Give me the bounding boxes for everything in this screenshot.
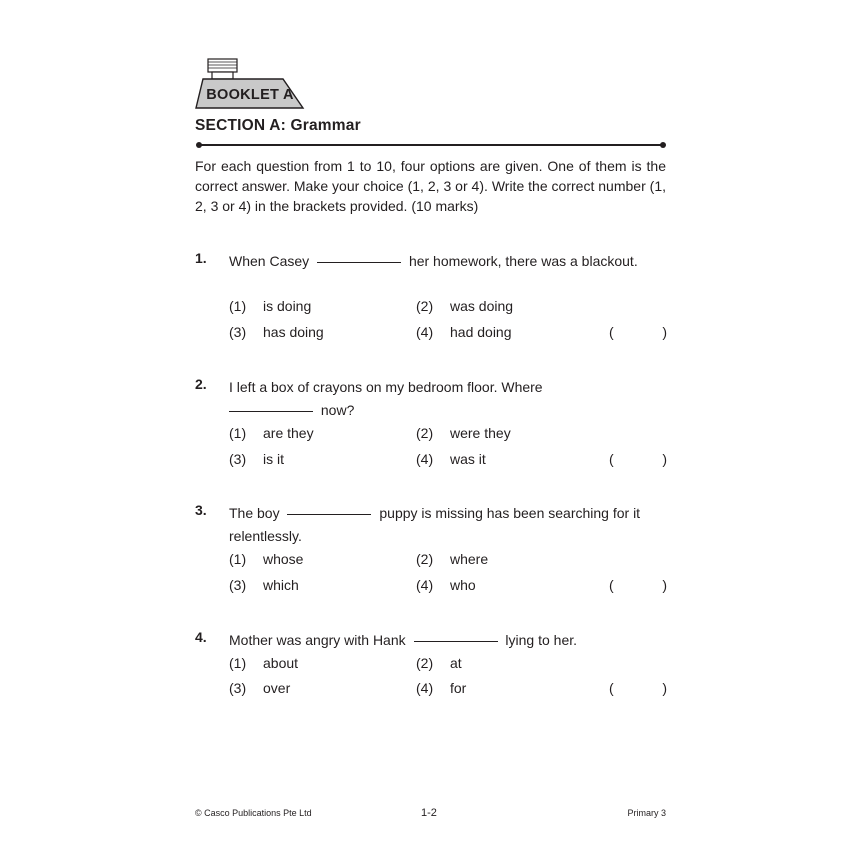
option-4: (4) had doing [416,324,512,340]
question-number: 1. [195,250,207,266]
question-number: 3. [195,502,207,518]
instructions-text: For each question from 1 to 10, four options are given. One of them is the correct answer. Make your choice (1, 2, 3 or 4). Write the correct number (1, 2, 3 or 4) in the brackets provided. (10 marks) [195,158,666,214]
option-4: (4) who [416,577,476,593]
footer-page-number: 1-2 [421,807,437,819]
option-3: (3) has doing [229,324,324,340]
question-number: 4. [195,629,207,645]
option-1: (1) is doing [229,298,312,314]
footer-level: Primary 3 [627,808,666,818]
booklet-label: BOOKLET A [206,87,294,103]
option-1: (1) are they [229,425,314,441]
option-1: (1) about [229,655,299,671]
option-3: (3) is it [229,451,284,467]
answer-blank [317,261,401,263]
option-2: (2) where [416,551,489,567]
option-2: (2) was doing [416,298,514,314]
question-stem: The boy puppy is missing has been searching for it relentlessly. [229,505,641,544]
footer-publisher: © Casco Publications Pte Ltd [195,808,312,818]
question-stem: When Casey her homework, there was a blackout. [229,253,638,269]
option-2: (2) at [416,655,462,671]
option-3: (3) which [229,577,299,593]
section-divider [196,141,666,149]
section-title: SECTION A: Grammar [195,117,361,134]
booklet-badge [195,58,305,110]
question-stem: I left a box of crayons on my bedroom floor. Where now? [229,379,543,418]
option-2: (2) were they [416,425,511,441]
question-number: 2. [195,376,207,392]
option-4: (4) was it [416,451,486,467]
answer-blank [229,410,313,412]
option-1: (1) whose [229,551,304,567]
option-3: (3) over [229,680,291,696]
answer-blank [287,513,371,515]
worksheet-page: BOOKLET A SECTION A: Grammar For each question from 1 to 10, four options are given. One of them is the correct answer. Make your choice (1, 2, 3 or 4). Write the correct number (1, 2, 3 or 4) in the brackets provided. (10 marks) 1. When Casey her homework, there was a blackout. (1) is doing (2) was doing (3) has doing (4) had doing ( ) 2. I left a box of crayons on my bedroom floor. Where now? (1) are they (2) were they (3) is it (4) was it ( ) 3. The boy puppy is missing has been searching for it relentlessly. (1) whose (2) where (3) which (4) who ( ) 4. Mother was angry with Hank lying to her. (1) about (2) at (3) over (4) for ( ) © Casco Publications Pte Ltd 1-2 Primary 3 [0,0,859,859]
question-stem: Mother was angry with Hank lying to her. [229,632,578,648]
option-4: (4) for [416,680,467,696]
answer-blank [414,640,498,642]
